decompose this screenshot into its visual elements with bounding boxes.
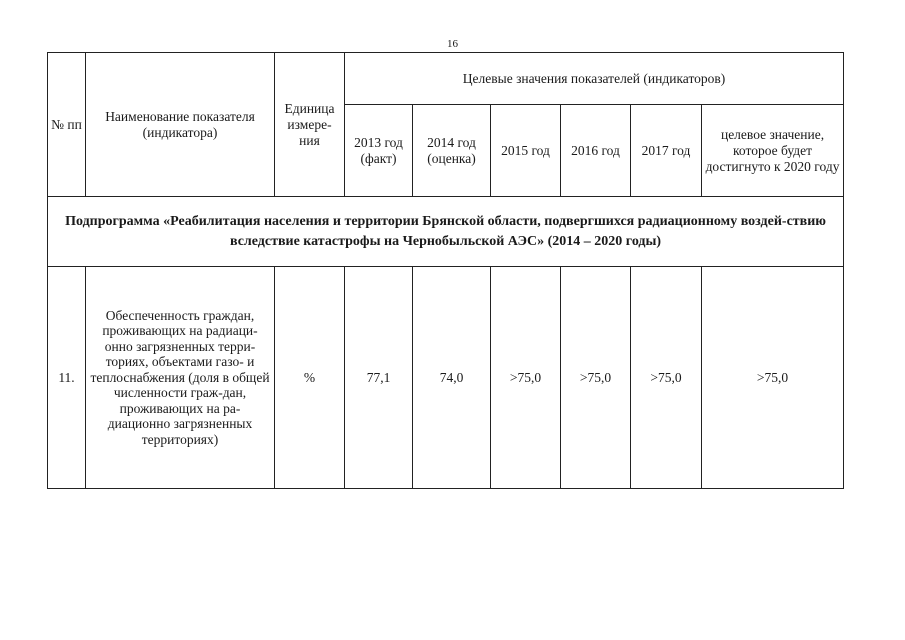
subprogram-row xyxy=(48,197,844,267)
row-value-2016: >75,0 xyxy=(561,267,631,489)
row-indicator-name: Обеспеченность граждан, проживающих на радиаци-онно загрязненных терри-ториях, объектами газо- и теплоснабжения (доля в общей численности граж-дан, проживающих на ра-диационно загрязненных территориях) xyxy=(86,267,275,489)
header-year-2017: 2017 год xyxy=(631,105,702,197)
header-year-2013: 2013 год (факт) xyxy=(345,105,413,197)
header-num: № пп xyxy=(48,53,86,197)
header-unit: Единица измере-ния xyxy=(275,53,345,197)
row-value-2013: 77,1 xyxy=(345,267,413,489)
header-row-1 xyxy=(48,53,844,105)
subprogram-title: Подпрограмма «Реабилитация населения и территории Брянской области, подвергшихся радиационному воздей-ствию вследствие катастрофы на Чернобыльской АЭС» (2014 – 2020 годы) xyxy=(48,197,844,267)
row-value-target-2020: >75,0 xyxy=(702,267,844,489)
header-year-2016: 2016 год xyxy=(561,105,631,197)
header-year-2015: 2015 год xyxy=(491,105,561,197)
row-num: 11. xyxy=(48,267,86,489)
header-target-2020: целевое значение, которое будет достигнуто к 2020 году xyxy=(702,105,844,197)
page-number: 16 xyxy=(447,38,458,50)
indicators-table xyxy=(47,52,844,489)
row-value-2015: >75,0 xyxy=(491,267,561,489)
header-group-title: Целевые значения показателей (индикаторов) xyxy=(345,53,844,105)
row-value-2017: >75,0 xyxy=(631,267,702,489)
header-name: Наименование показателя (индикатора) xyxy=(86,53,275,197)
row-value-2014: 74,0 xyxy=(413,267,491,489)
row-unit: % xyxy=(275,267,345,489)
header-year-2014: 2014 год (оценка) xyxy=(413,105,491,197)
table-row xyxy=(48,267,844,489)
